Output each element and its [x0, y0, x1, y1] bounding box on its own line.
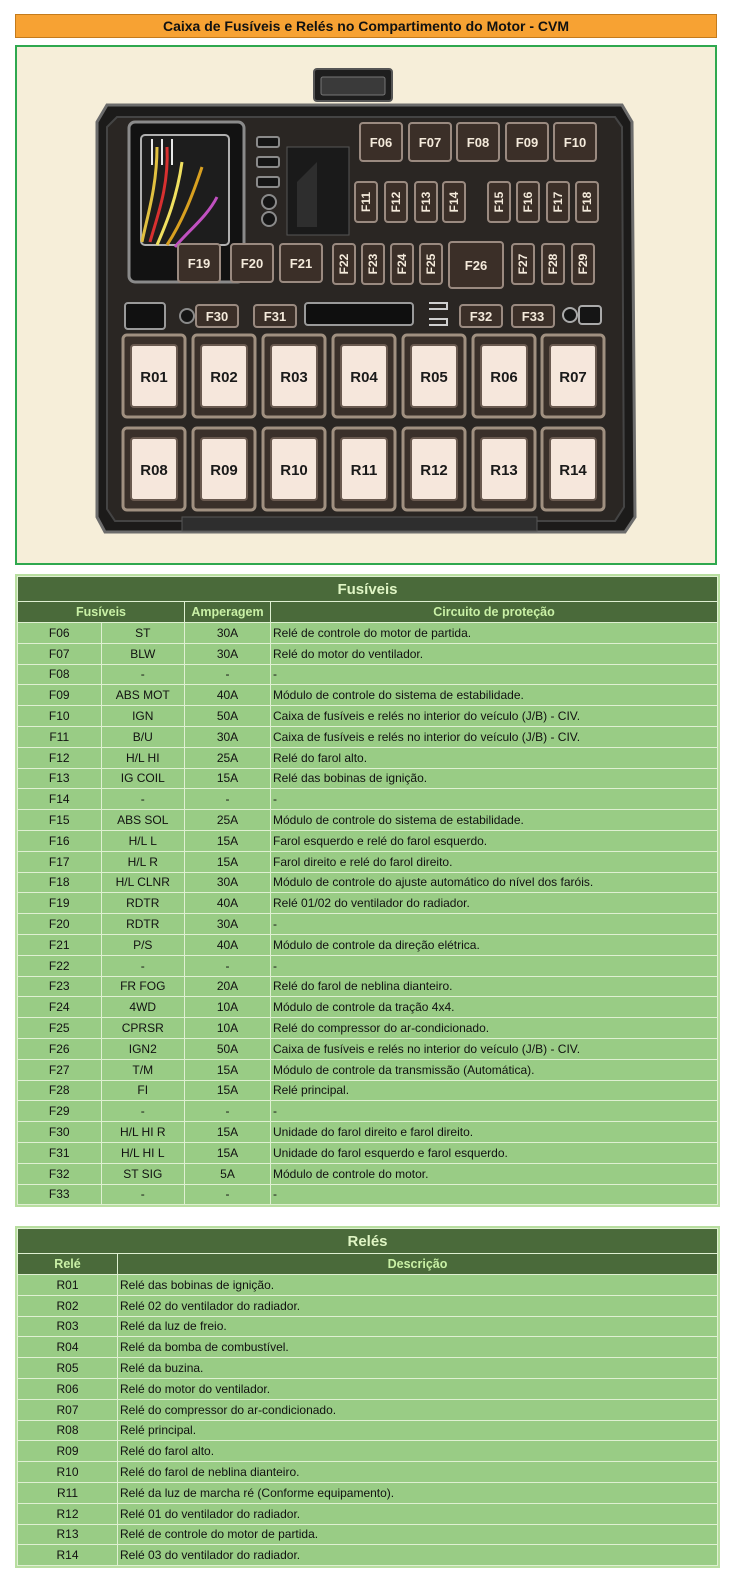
fuse-circuit-cell: Relé do compressor do ar-condicionado. [271, 1018, 717, 1038]
diagram-fuse [385, 182, 407, 222]
diagram-relay [542, 428, 604, 510]
fuse-code-cell: - [102, 956, 185, 976]
fuse-circuit-cell: Caixa de fusíveis e relés no interior do veículo (J/B) - CIV. [271, 1039, 717, 1059]
round-hole-d [563, 308, 577, 322]
fuse-row [18, 977, 717, 997]
relay-label: R01 [140, 369, 168, 386]
fuse-row [18, 873, 717, 893]
fuse-id-cell: F29 [18, 1101, 101, 1121]
fuse-row [18, 706, 717, 726]
relay-label: R03 [280, 369, 308, 386]
fuse-amperage-cell: 30A [185, 873, 270, 893]
relay-label: R12 [420, 462, 448, 479]
relay-label: R08 [140, 462, 168, 479]
fuse-code-cell: H/L HI [102, 748, 185, 768]
fuse-amperage-cell: 15A [185, 769, 270, 789]
fuse-id-cell: F16 [18, 831, 101, 851]
relay-id-cell: R07 [18, 1400, 117, 1420]
relay-id-cell: R05 [18, 1358, 117, 1378]
relay-description-cell: Relé de controle do motor de partida. [118, 1525, 717, 1545]
fuse-row [18, 1101, 717, 1121]
relay-description-cell: Relé 01 do ventilador do radiador. [118, 1504, 717, 1524]
relay-id-cell: R06 [18, 1379, 117, 1399]
fuse-code-cell: RDTR [102, 914, 185, 934]
fuse-col-header: Fusíveis [18, 602, 184, 622]
fuse-row [18, 914, 717, 934]
fuse-amperage-cell: 15A [185, 831, 270, 851]
fuse-code-cell: T/M [102, 1060, 185, 1080]
fuse-code-cell: ABS SOL [102, 810, 185, 830]
fuse-row [18, 1143, 717, 1163]
page-title: Caixa de Fusíveis e Relés no Compartimento do Motor - CVM [15, 14, 717, 38]
right-socket [579, 306, 601, 324]
fuse-label: F25 [424, 253, 438, 275]
diagram-fuse [457, 123, 499, 161]
relay-id-cell: R11 [18, 1483, 117, 1503]
round-hole-b [262, 212, 276, 226]
fuse-label: F21 [289, 256, 313, 271]
fuse-circuit-cell: Caixa de fusíveis e relés no interior do veículo (J/B) - CIV. [271, 706, 717, 726]
fuse-circuit-cell: Relé do farol alto. [271, 748, 717, 768]
fuse-label: F11 [359, 191, 373, 213]
fuse-label: F26 [464, 258, 488, 273]
fuse-id-cell: F14 [18, 789, 101, 809]
fuse-id-cell: F22 [18, 956, 101, 976]
fuse-table-block [15, 574, 720, 1207]
fuse-circuit-cell: Relé das bobinas de ignição. [271, 769, 717, 789]
fuse-code-cell: B/U [102, 727, 185, 747]
relay-description-cell: Relé principal. [118, 1421, 717, 1441]
fuse-id-cell: F11 [18, 727, 101, 747]
fuse-id-cell: F24 [18, 997, 101, 1017]
relay-description-cell: Relé da luz de marcha ré (Conforme equipamento). [118, 1483, 717, 1503]
fuse-label: F24 [395, 253, 409, 275]
fuse-label: F08 [466, 135, 490, 150]
fuse-id-cell: F28 [18, 1081, 101, 1101]
fuse-row [18, 893, 717, 913]
fuse-label: F19 [187, 256, 211, 271]
diagram-fuse [420, 244, 442, 284]
fuse-id-cell: F09 [18, 685, 101, 705]
diagram-fuse [391, 244, 413, 284]
slot-c [257, 177, 279, 187]
relay-description-cell: Relé do motor do ventilador. [118, 1379, 717, 1399]
fuse-label: F17 [551, 191, 565, 213]
relay-row [18, 1275, 717, 1295]
relay-id-cell: R14 [18, 1545, 117, 1565]
fuse-id-cell: F12 [18, 748, 101, 768]
fuse-circuit-cell: Farol direito e relé do farol direito. [271, 852, 717, 872]
circuit-col-header: Circuito de proteção [271, 602, 717, 622]
fuse-code-cell: H/L CLNR [102, 873, 185, 893]
relay-id-cell: R08 [18, 1421, 117, 1441]
fuse-id-cell: F32 [18, 1164, 101, 1184]
fuse-id-cell: F08 [18, 665, 101, 685]
diagram-relay [473, 335, 535, 417]
diagram-fuse [547, 182, 569, 222]
fuse-circuit-cell: - [271, 1185, 717, 1205]
fuse-label: F27 [516, 253, 530, 275]
fuse-amperage-cell: 15A [185, 1081, 270, 1101]
fuse-circuit-cell: - [271, 665, 717, 685]
relay-row [18, 1296, 717, 1316]
relay-table [17, 1228, 718, 1566]
top-latch-inner [321, 77, 385, 95]
fuse-amperage-cell: - [185, 789, 270, 809]
relay-row [18, 1483, 717, 1503]
fuse-amperage-cell: 15A [185, 1143, 270, 1163]
fuse-amperage-cell: 25A [185, 748, 270, 768]
relay-label: R09 [210, 462, 238, 479]
slot-a [257, 137, 279, 147]
fuse-row [18, 1081, 717, 1101]
relay-row [18, 1441, 717, 1461]
relay-description-cell: Relé da bomba de combustível. [118, 1337, 717, 1357]
fuse-code-cell: H/L R [102, 852, 185, 872]
fuse-circuit-cell: Módulo de controle do sistema de estabilidade. [271, 810, 717, 830]
fuse-row [18, 956, 717, 976]
fuse-circuit-cell: - [271, 789, 717, 809]
fuse-amperage-cell: 40A [185, 935, 270, 955]
fuse-circuit-cell: Unidade do farol esquerdo e farol esquerdo. [271, 1143, 717, 1163]
round-hole-a [262, 195, 276, 209]
relay-id-cell: R01 [18, 1275, 117, 1295]
diagram-fuse [512, 244, 534, 284]
fuse-amperage-cell: 30A [185, 727, 270, 747]
fuse-label: F06 [369, 135, 393, 150]
fuse-amperage-cell: - [185, 1185, 270, 1205]
relay-label: R11 [350, 462, 378, 479]
diagram-relay [473, 428, 535, 510]
fuse-label: F10 [563, 135, 587, 150]
fuse-row [18, 644, 717, 664]
relay-label: R07 [559, 369, 587, 386]
diagram-fuse [449, 242, 503, 288]
fuse-label: F32 [469, 309, 493, 324]
fuse-row [18, 1122, 717, 1142]
diagram-fuse [254, 305, 296, 327]
diagram-fuse [460, 305, 502, 327]
fuse-circuit-cell: Caixa de fusíveis e relés no interior do veículo (J/B) - CIV. [271, 727, 717, 747]
relay-label: R04 [350, 369, 378, 386]
relay-description-cell: Relé do compressor do ar-condicionado. [118, 1400, 717, 1420]
relay-row [18, 1545, 717, 1565]
fuse-id-cell: F06 [18, 623, 101, 643]
fuse-amperage-cell: 30A [185, 914, 270, 934]
diagram-fuse [576, 182, 598, 222]
fuse-circuit-cell: Módulo de controle da tração 4x4. [271, 997, 717, 1017]
relay-description-cell: Relé 03 do ventilador do radiador. [118, 1545, 717, 1565]
relay-row [18, 1504, 717, 1524]
fuse-id-cell: F07 [18, 644, 101, 664]
fuse-circuit-cell: - [271, 956, 717, 976]
fuse-row [18, 623, 717, 643]
fuse-label: F22 [337, 253, 351, 275]
diagram-fuse [280, 244, 322, 282]
diagram-fuse [415, 182, 437, 222]
diagram-fuse [517, 182, 539, 222]
fuse-row [18, 1039, 717, 1059]
fuse-code-cell: IG COIL [102, 769, 185, 789]
diagram-relay [333, 335, 395, 417]
relay-row [18, 1379, 717, 1399]
fuse-table [17, 576, 718, 1205]
fuse-box-svg [17, 47, 717, 565]
relay-description-cell: Relé da buzina. [118, 1358, 717, 1378]
relay-row [18, 1525, 717, 1545]
relay-row [18, 1421, 717, 1441]
diagram-relay [123, 335, 185, 417]
fuse-id-cell: F21 [18, 935, 101, 955]
fuse-amperage-cell: - [185, 1101, 270, 1121]
fuse-circuit-cell: Relé 01/02 do ventilador do radiador. [271, 893, 717, 913]
fuse-amperage-cell: - [185, 956, 270, 976]
relay-table-caption: Relés [18, 1229, 717, 1253]
fuse-amperage-cell: 10A [185, 1018, 270, 1038]
fuse-id-cell: F26 [18, 1039, 101, 1059]
diagram-relay [403, 335, 465, 417]
fuse-row [18, 769, 717, 789]
center-block [287, 147, 349, 235]
fuse-row [18, 789, 717, 809]
fuse-label: F15 [492, 191, 506, 213]
fuse-circuit-cell: Módulo de controle da direção elétrica. [271, 935, 717, 955]
fuse-row [18, 1018, 717, 1038]
diagram-fuse [333, 244, 355, 284]
fuse-code-cell: IGN [102, 706, 185, 726]
long-slot [305, 303, 413, 325]
relay-label: R13 [490, 462, 518, 479]
relay-row [18, 1337, 717, 1357]
fuse-row [18, 1185, 717, 1205]
fuse-code-cell: BLW [102, 644, 185, 664]
fuse-label: F33 [521, 309, 545, 324]
diagram-fuse [572, 244, 594, 284]
fuse-circuit-cell: Relé principal. [271, 1081, 717, 1101]
fuse-row [18, 685, 717, 705]
fuse-circuit-cell: Unidade do farol direito e farol direito. [271, 1122, 717, 1142]
diagram-fuse [443, 182, 465, 222]
fuse-amperage-cell: 30A [185, 623, 270, 643]
relay-row [18, 1462, 717, 1482]
fuse-circuit-cell: Módulo de controle da transmissão (Automática). [271, 1060, 717, 1080]
relay-id-cell: R12 [18, 1504, 117, 1524]
fuse-code-cell: P/S [102, 935, 185, 955]
diagram-fuse [554, 123, 596, 161]
fuse-code-cell: H/L L [102, 831, 185, 851]
fuse-amperage-cell: 50A [185, 706, 270, 726]
fuse-label: F13 [419, 191, 433, 213]
fuse-id-cell: F17 [18, 852, 101, 872]
fuse-id-cell: F25 [18, 1018, 101, 1038]
relay-id-cell: R13 [18, 1525, 117, 1545]
fuse-label: F29 [576, 253, 590, 275]
fuse-label: F31 [263, 309, 287, 324]
fuse-circuit-cell: Relé do farol de neblina dianteiro. [271, 977, 717, 997]
relay-id-cell: R04 [18, 1337, 117, 1357]
fuse-row [18, 810, 717, 830]
fuse-id-cell: F33 [18, 1185, 101, 1205]
fuse-code-cell: FI [102, 1081, 185, 1101]
diagram-relay [403, 428, 465, 510]
diagram-relay [263, 335, 325, 417]
fuse-label: F16 [521, 191, 535, 213]
fuse-row [18, 727, 717, 747]
relay-table-body [18, 1275, 717, 1565]
fuse-code-cell: RDTR [102, 893, 185, 913]
fuse-row [18, 748, 717, 768]
diagram-relay [193, 335, 255, 417]
fuse-id-cell: F20 [18, 914, 101, 934]
fuse-row [18, 852, 717, 872]
fuse-circuit-cell: - [271, 914, 717, 934]
fuse-id-cell: F27 [18, 1060, 101, 1080]
relay-label: R06 [490, 369, 518, 386]
relay-id-cell: R03 [18, 1317, 117, 1337]
relay-table-block [15, 1226, 720, 1568]
fuse-box-diagram [15, 45, 717, 565]
diagram-relay [542, 335, 604, 417]
fuse-id-cell: F18 [18, 873, 101, 893]
round-hole-c [180, 309, 194, 323]
fuse-label: F14 [447, 191, 461, 213]
diagram-relay [333, 428, 395, 510]
fuse-code-cell: - [102, 789, 185, 809]
fuse-circuit-cell: Módulo de controle do motor. [271, 1164, 717, 1184]
fuse-label: F20 [240, 256, 264, 271]
relay-label: R10 [280, 462, 308, 479]
fuse-id-cell: F30 [18, 1122, 101, 1142]
fuse-id-cell: F31 [18, 1143, 101, 1163]
fuse-code-cell: ABS MOT [102, 685, 185, 705]
fuse-row [18, 1060, 717, 1080]
fuse-row [18, 665, 717, 685]
diagram-fuse [488, 182, 510, 222]
relay-row [18, 1358, 717, 1378]
fuse-row [18, 997, 717, 1017]
fuse-id-cell: F23 [18, 977, 101, 997]
relay-description-cell: Relé da luz de freio. [118, 1317, 717, 1337]
fuse-circuit-cell: Relé de controle do motor de partida. [271, 623, 717, 643]
box-bottom-rail [182, 517, 537, 531]
relay-description-cell: Relé do farol alto. [118, 1441, 717, 1461]
fuse-amperage-cell: 20A [185, 977, 270, 997]
fuse-code-cell: - [102, 1101, 185, 1121]
fuse-circuit-cell: Farol esquerdo e relé do farol esquerdo. [271, 831, 717, 851]
fuse-row [18, 935, 717, 955]
fuse-label: F23 [366, 253, 380, 275]
fuse-code-cell: IGN2 [102, 1039, 185, 1059]
fuse-code-cell: H/L HI L [102, 1143, 185, 1163]
fuse-label: F09 [515, 135, 539, 150]
fuse-id-cell: F13 [18, 769, 101, 789]
diagram-fuse [360, 123, 402, 161]
relay-id-cell: R10 [18, 1462, 117, 1482]
fuse-amperage-cell: 40A [185, 893, 270, 913]
fuse-amperage-cell: 50A [185, 1039, 270, 1059]
relay-label: R05 [420, 369, 448, 386]
fuse-table-caption: Fusíveis [18, 577, 717, 601]
relay-description-cell: Relé das bobinas de ignição. [118, 1275, 717, 1295]
fuse-amperage-cell: 25A [185, 810, 270, 830]
fuse-amperage-cell: 15A [185, 1060, 270, 1080]
fuse-code-cell: 4WD [102, 997, 185, 1017]
fuse-table-body [18, 623, 717, 1204]
fuse-code-cell: - [102, 1185, 185, 1205]
relay-id-cell: R09 [18, 1441, 117, 1461]
fuse-amperage-cell: 15A [185, 852, 270, 872]
fuse-circuit-cell: Relé do motor do ventilador. [271, 644, 717, 664]
relay-id-cell: R02 [18, 1296, 117, 1316]
fuse-code-cell: FR FOG [102, 977, 185, 997]
relay-label: R14 [559, 462, 587, 479]
relay-row [18, 1317, 717, 1337]
fuse-code-cell: - [102, 665, 185, 685]
fuse-code-cell: H/L HI R [102, 1122, 185, 1142]
relay-description-cell: Relé do farol de neblina dianteiro. [118, 1462, 717, 1482]
relay-label: R02 [210, 369, 238, 386]
relay-row [18, 1400, 717, 1420]
fuse-id-cell: F15 [18, 810, 101, 830]
fuse-label: F28 [546, 253, 560, 275]
fuse-circuit-cell: - [271, 1101, 717, 1121]
fuse-id-cell: F10 [18, 706, 101, 726]
diagram-fuse [542, 244, 564, 284]
fuse-amperage-cell: 5A [185, 1164, 270, 1184]
fuse-label: F07 [418, 135, 442, 150]
fuse-amperage-cell: 30A [185, 644, 270, 664]
diagram-fuse [355, 182, 377, 222]
fuse-label: F30 [205, 309, 229, 324]
diagram-relay [123, 428, 185, 510]
fuse-label: F12 [389, 191, 403, 213]
fuse-amperage-cell: 10A [185, 997, 270, 1017]
left-socket [125, 303, 165, 329]
diagram-fuse [409, 123, 451, 161]
diagram-fuse [506, 123, 548, 161]
fuse-code-cell: ST [102, 623, 185, 643]
relay-description-cell: Relé 02 do ventilador do radiador. [118, 1296, 717, 1316]
fuse-id-cell: F19 [18, 893, 101, 913]
fuse-row [18, 1164, 717, 1184]
diagram-relay [193, 428, 255, 510]
relay-col-header: Relé [18, 1254, 117, 1274]
fuse-circuit-cell: Módulo de controle do sistema de estabilidade. [271, 685, 717, 705]
description-col-header: Descrição [118, 1254, 717, 1274]
diagram-fuse [178, 244, 220, 282]
slot-b [257, 157, 279, 167]
fuse-row [18, 831, 717, 851]
fuse-amperage-cell: 15A [185, 1122, 270, 1142]
diagram-fuse [512, 305, 554, 327]
diagram-fuse [231, 244, 273, 282]
diagram-fuse [196, 305, 238, 327]
diagram-relay [263, 428, 325, 510]
fuse-amperage-cell: - [185, 665, 270, 685]
fuse-code-cell: ST SIG [102, 1164, 185, 1184]
fuse-label: F18 [580, 191, 594, 213]
amperage-col-header: Amperagem [185, 602, 270, 622]
diagram-fuse [362, 244, 384, 284]
fuse-code-cell: CPRSR [102, 1018, 185, 1038]
fuse-amperage-cell: 40A [185, 685, 270, 705]
fuse-circuit-cell: Módulo de controle do ajuste automático do nível dos faróis. [271, 873, 717, 893]
